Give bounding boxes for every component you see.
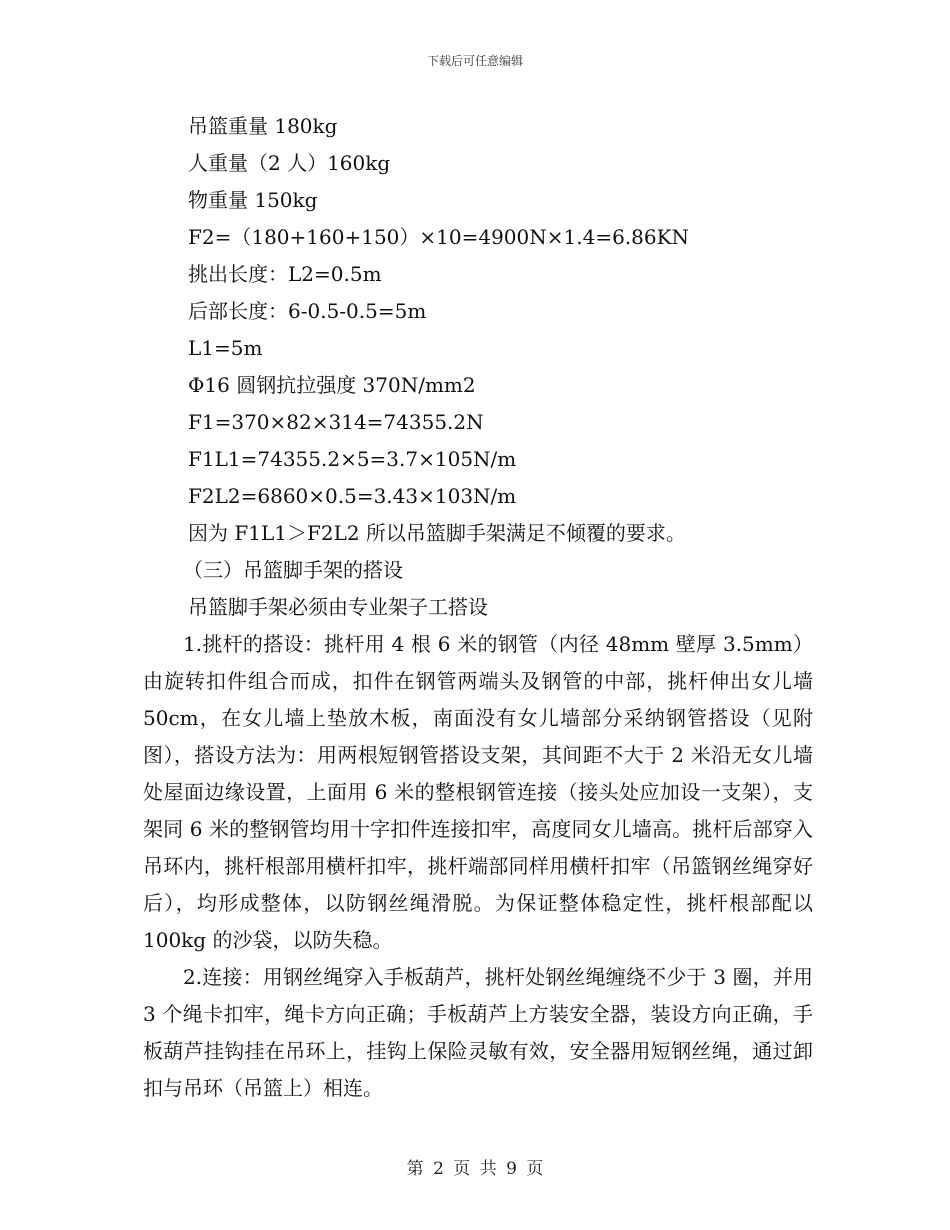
calc-line-person-weight: 人重量（2 人）160kg xyxy=(188,151,391,175)
calc-line-f1: F1=370×82×314=74355.2N xyxy=(188,410,484,434)
paragraph-cantilever-setup: 1.挑杆的搭设：挑杆用 4 根 6 米的钢管（内径 48mm 壁厚 3.5mm）由旋转扣件组合而成，扣件在钢管两端头及钢管的中部，挑杆伸出女儿墙 50cm，在女儿墙上垫放木板，南面没有女儿墙部分采纳钢管搭设（见附图），搭设方法为：用两根短钢管搭设支架，其间距不大于 2 米沿无女儿墙处屋面边缘设置，上面用 6 米的整根钢管连接（接头处应加设一支架），支架同 6 米的整钢管均用十字扣件连接扣牢，高度同女儿墙高。挑杆后部穿入吊环内，挑杆根部用横杆扣牢，挑杆端部同样用横杆扣牢（吊篮钢丝绳穿好后），均形成整体，以防钢丝绳滑脱。为保证整体稳定性，挑杆根部配以 100kg 的沙袋，以防失稳。 xyxy=(143,632,813,952)
calc-line-material-weight: 物重量 150kg xyxy=(188,188,318,212)
calc-line-l2: 挑出长度：L2=0.5m xyxy=(188,262,382,286)
calc-line-tensile-strength: Φ16 圆钢抗拉强度 370N/mm2 xyxy=(188,373,476,397)
document-body xyxy=(143,108,813,1107)
paragraph-connection: 2.连接：用钢丝绳穿入手板葫芦，挑杆处钢丝绳缠绕不少于 3 圈，并用 3 个绳卡扣牢，绳卡方向正确；手板葫芦上方装安全器，装设方向正确，手板葫芦挂钩挂在吊环上，挂钩上保险灵敏有效，安全器用短钢丝绳，通过卸扣与吊环（吊篮上）相连。 xyxy=(143,965,813,1100)
calc-line-rear-length: 后部长度：6-0.5-0.5=5m xyxy=(188,299,427,323)
calc-line-f2: F2=（180+160+150）×10=4900N×1.4=6.86KN xyxy=(188,225,690,249)
calc-line-basket-weight: 吊篮重量 180kg xyxy=(188,114,338,138)
page-footer: 第 2 页 共 9 页 xyxy=(406,1159,544,1179)
section-heading: （三）吊篮脚手架的搭设 xyxy=(183,558,403,582)
calc-line-f1l1: F1L1=74355.2×5=3.7×105N/m xyxy=(188,447,517,471)
calc-line-f2l2: F2L2=6860×0.5=3.43×103N/m xyxy=(188,484,517,508)
calc-conclusion: 因为 F1L1＞F2L2 所以吊篮脚手架满足不倾覆的要求。 xyxy=(188,521,686,545)
calc-line-l1: L1=5m xyxy=(188,336,263,360)
page-header: 下载后可任意编辑 xyxy=(426,54,523,68)
section-intro: 吊篮脚手架必须由专业架子工搭设 xyxy=(188,595,488,619)
